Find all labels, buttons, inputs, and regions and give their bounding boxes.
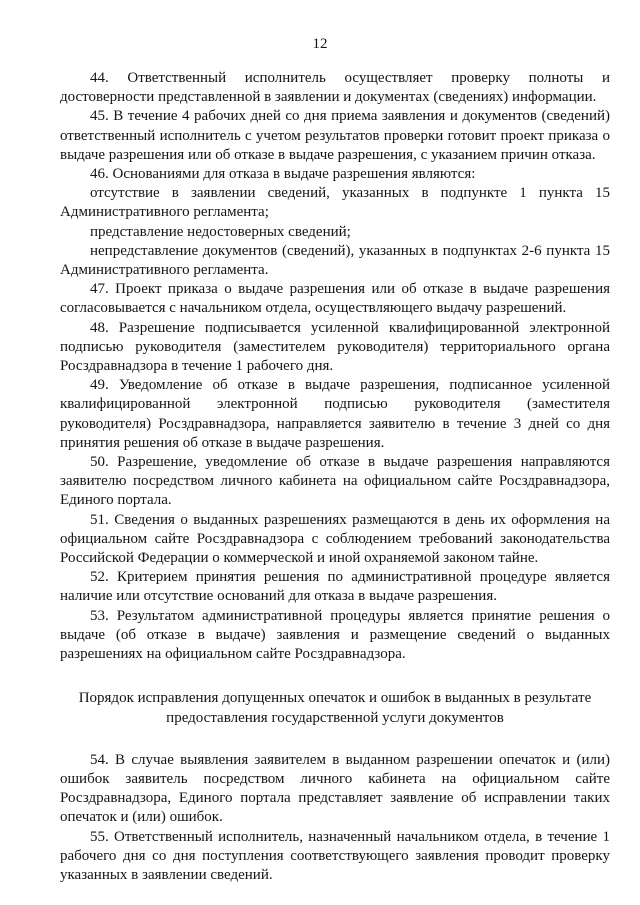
paragraph-48: 48. Разрешение подписывается усиленной квалифицированной электронной подписью руководителя (заместителем руководителя) территориального органа Росздравнадзора в течение 1 рабочего дня.: [60, 319, 610, 375]
paragraph-54: 54. В случае выявления заявителем в выданном разрешении опечаток и (или) ошибок заявитель посредством личного кабинета на официальном сайте Росздравнадзора, Единого портала представляет заявление об исправлении таких опечаток и (или) ошибок.: [60, 751, 610, 826]
paragraph-52: 52. Критерием принятия решения по административной процедуре является наличие или отсутствие оснований для отказа в выдаче разрешения.: [60, 569, 610, 605]
paragraph-49: 49. Уведомление об отказе в выдаче разрешения, подписанное усиленной квалифицированной электронной подписью руководителя (заместителя руководителя) Росздравнадзора, направляется заявителю в течение 3 дней со дня принятия решения об отказе в выдаче разрешения.: [60, 377, 610, 451]
document-body: [60, 69, 610, 885]
paragraph-45: 45. В течение 4 рабочих дней со дня приема заявления и документов (сведений) ответственный исполнитель с учетом результатов проверки готовит проект приказа о выдаче разрешения или об отказе в выдаче разрешения, с указанием причин отказа.: [60, 108, 610, 163]
paragraph-44: 44. Ответственный исполнитель осуществляет проверку полноты и достоверности представленной в заявлении и документах (сведениях) информации.: [60, 70, 610, 106]
list-item-missing-info: отсутствие в заявлении сведений, указанных в подпункте 1 пункта 15 Административного регламента;: [60, 185, 610, 221]
paragraph-53: 53. Результатом административной процедуры является принятие решения о выдаче (об отказе в выдаче) заявления и размещение сведений о выданных разрешениях на официальном сайте Росздравнадзора.: [60, 607, 610, 663]
paragraph-47: 47. Проект приказа о выдаче разрешения или об отказе в выдаче разрешения согласовывается с начальником отдела, осуществляющего выдачу разрешений.: [60, 281, 610, 317]
paragraph-55: 55. Ответственный исполнитель, назначенный начальником отдела, в течение 1 рабочего дня со дня поступления соответствующего заявления проводит проверку указанных в заявлении сведений.: [60, 828, 610, 883]
paragraph-46: 46. Основаниями для отказа в выдаче разрешения являются:: [90, 166, 476, 183]
paragraph-51: 51. Сведения о выданных разрешениях размещаются в день их оформления на официальном сайте Росздравнадзора с соблюдением требований законодательства Российской Федерации о коммерческой и иной охраняемой законом тайне.: [60, 511, 610, 567]
page-number: 12: [312, 36, 328, 52]
paragraph-50: 50. Разрешение, уведомление об отказе в выдаче разрешения направляются заявителю посредством личного кабинета на официальном сайте Росздравнадзора, Единого портала.: [60, 454, 610, 509]
section-heading: Порядок исправления допущенных опечаток и ошибок в выданных в результате предоставления государственной услуги документов: [78, 690, 592, 726]
list-item-missing-docs: непредставление документов (сведений), указанных в подпунктах 2-6 пункта 15 Административного регламента.: [60, 242, 610, 279]
list-item-false-info: представление недостоверных сведений;: [90, 223, 351, 240]
